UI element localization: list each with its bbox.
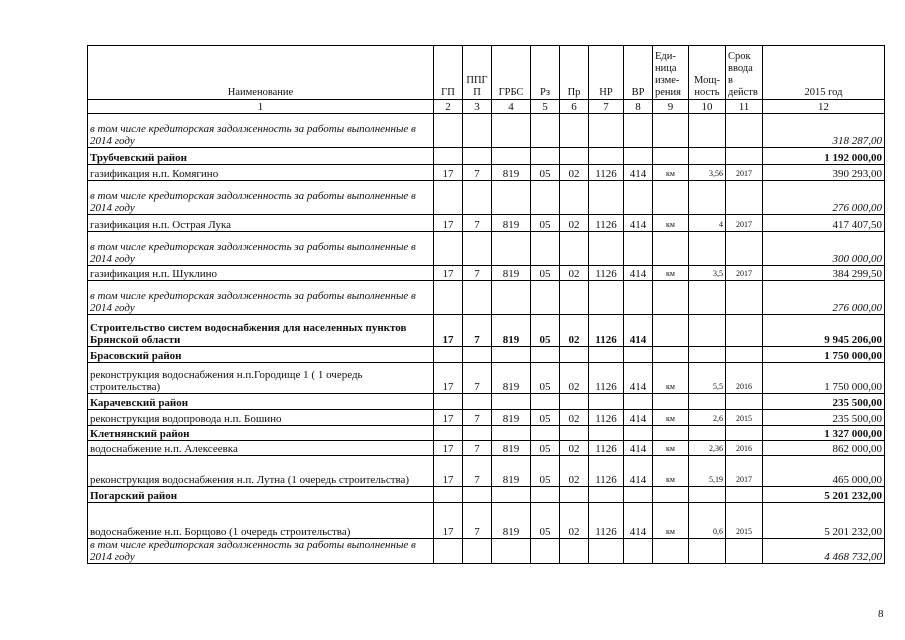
col-num: 3: [463, 100, 492, 114]
cell-amount: 465 000,00: [763, 456, 885, 487]
cell-power: [689, 114, 726, 148]
table-row-note: [88, 232, 885, 266]
row-name: в том числе кредиторская задолженность за работы выполненные в 2014 году: [88, 114, 434, 148]
cell-term: [726, 487, 763, 503]
cell-term: [726, 539, 763, 564]
cell-nr: [589, 181, 624, 215]
header-grbs: ГРБС: [492, 46, 531, 100]
table-row-note: [88, 281, 885, 315]
row-name: реконструкция водоснабжения н.п.Городище 1 ( 1 очередь строительства): [88, 363, 434, 394]
table-row-district: [88, 487, 885, 503]
cell-gp: [434, 181, 463, 215]
header-term: Срок ввода в действ: [726, 46, 763, 100]
cell-nr: 1126: [589, 456, 624, 487]
cell-ppgp: 7: [463, 456, 492, 487]
cell-nr: 1126: [589, 503, 624, 539]
cell-pr: [560, 394, 589, 410]
cell-grbs: 819: [492, 215, 531, 232]
header-gp: ГП: [434, 46, 463, 100]
cell-term: 2017: [726, 165, 763, 181]
page-number: 8: [878, 608, 884, 620]
cell-nr: 1126: [589, 363, 624, 394]
cell-nr: [589, 232, 624, 266]
cell-term: [726, 426, 763, 441]
cell-gp: 17: [434, 165, 463, 181]
cell-gp: 17: [434, 315, 463, 347]
header-unit: Еди- ница изме- рения: [653, 46, 689, 100]
cell-power: [689, 315, 726, 347]
cell-nr: [589, 487, 624, 503]
cell-unit: [653, 394, 689, 410]
cell-amount: 5 201 232,00: [763, 503, 885, 539]
cell-unit: км: [653, 165, 689, 181]
cell-amount: 235 500,00: [763, 410, 885, 426]
cell-rz: 05: [531, 315, 560, 347]
cell-vr: [624, 347, 653, 363]
cell-vr: [624, 281, 653, 315]
cell-term: 2015: [726, 503, 763, 539]
row-name: в том числе кредиторская задолженность за работы выполненные в 2014 году: [88, 181, 434, 215]
cell-nr: 1126: [589, 165, 624, 181]
cell-amount: 276 000,00: [763, 181, 885, 215]
col-num: 8: [624, 100, 653, 114]
cell-nr: [589, 114, 624, 148]
cell-vr: [624, 539, 653, 564]
cell-amount: 417 407,50: [763, 215, 885, 232]
cell-vr: 414: [624, 165, 653, 181]
table-row-section: [88, 315, 885, 347]
col-num: 12: [763, 100, 885, 114]
cell-gp: [434, 426, 463, 441]
cell-amount: 1 750 000,00: [763, 363, 885, 394]
cell-ppgp: 7: [463, 503, 492, 539]
cell-amount: 276 000,00: [763, 281, 885, 315]
cell-grbs: 819: [492, 266, 531, 281]
table-row-item: [88, 266, 885, 281]
cell-gp: [434, 394, 463, 410]
cell-unit: км: [653, 410, 689, 426]
row-name: Строительство систем водоснабжения для населенных пунктов Брянской области: [88, 315, 434, 347]
cell-rz: [531, 281, 560, 315]
cell-rz: 05: [531, 441, 560, 456]
cell-amount: 390 293,00: [763, 165, 885, 181]
cell-amount: 384 299,50: [763, 266, 885, 281]
cell-gp: [434, 539, 463, 564]
cell-term: 2017: [726, 456, 763, 487]
cell-ppgp: [463, 394, 492, 410]
cell-term: [726, 281, 763, 315]
header-pr: Пр: [560, 46, 589, 100]
col-num: 11: [726, 100, 763, 114]
cell-vr: [624, 148, 653, 165]
cell-power: 2,6: [689, 410, 726, 426]
table-row-item: [88, 215, 885, 232]
cell-ppgp: [463, 426, 492, 441]
cell-gp: 17: [434, 503, 463, 539]
header-rz: Рз: [531, 46, 560, 100]
table-row-note: [88, 181, 885, 215]
row-name: в том числе кредиторская задолженность за работы выполненные в 2014 году: [88, 539, 434, 564]
cell-ppgp: 7: [463, 441, 492, 456]
cell-ppgp: 7: [463, 363, 492, 394]
cell-gp: 17: [434, 363, 463, 394]
col-num: 7: [589, 100, 624, 114]
cell-nr: 1126: [589, 215, 624, 232]
cell-unit: [653, 426, 689, 441]
cell-gp: [434, 487, 463, 503]
table-row-district: [88, 426, 885, 441]
budget-table: [87, 45, 885, 564]
cell-amount: 235 500,00: [763, 394, 885, 410]
cell-ppgp: [463, 232, 492, 266]
cell-unit: [653, 114, 689, 148]
cell-grbs: 819: [492, 363, 531, 394]
header-nr: НР: [589, 46, 624, 100]
row-name: водоснабжение н.п. Алексеевка: [88, 441, 434, 456]
cell-gp: 17: [434, 266, 463, 281]
cell-grbs: 819: [492, 410, 531, 426]
cell-nr: [589, 394, 624, 410]
row-name: газификация н.п. Острая Лука: [88, 215, 434, 232]
row-name: в том числе кредиторская задолженность за работы выполненные в 2014 году: [88, 232, 434, 266]
cell-vr: 414: [624, 503, 653, 539]
cell-power: [689, 487, 726, 503]
cell-power: [689, 148, 726, 165]
table-row-item: [88, 363, 885, 394]
cell-power: [689, 347, 726, 363]
cell-pr: 02: [560, 215, 589, 232]
cell-nr: [589, 148, 624, 165]
cell-vr: [624, 487, 653, 503]
cell-pr: 02: [560, 363, 589, 394]
cell-vr: 414: [624, 410, 653, 426]
cell-pr: 02: [560, 441, 589, 456]
cell-rz: [531, 347, 560, 363]
table-row-note: [88, 539, 885, 564]
cell-power: 0,6: [689, 503, 726, 539]
cell-grbs: [492, 539, 531, 564]
cell-vr: 414: [624, 315, 653, 347]
cell-gp: [434, 114, 463, 148]
cell-power: 2,36: [689, 441, 726, 456]
cell-term: 2017: [726, 266, 763, 281]
cell-grbs: [492, 181, 531, 215]
cell-term: [726, 347, 763, 363]
cell-ppgp: [463, 114, 492, 148]
cell-term: 2016: [726, 441, 763, 456]
cell-term: [726, 232, 763, 266]
cell-nr: [589, 539, 624, 564]
cell-rz: [531, 539, 560, 564]
cell-unit: [653, 232, 689, 266]
cell-unit: [653, 315, 689, 347]
cell-nr: 1126: [589, 441, 624, 456]
cell-power: [689, 394, 726, 410]
cell-ppgp: 7: [463, 215, 492, 232]
cell-amount: 5 201 232,00: [763, 487, 885, 503]
cell-rz: [531, 148, 560, 165]
cell-rz: 05: [531, 456, 560, 487]
col-num: 5: [531, 100, 560, 114]
cell-grbs: [492, 426, 531, 441]
row-name: Трубчевский район: [88, 148, 434, 165]
table-row-district: [88, 347, 885, 363]
cell-term: 2016: [726, 363, 763, 394]
cell-unit: [653, 347, 689, 363]
cell-pr: [560, 148, 589, 165]
row-name: Клетнянский район: [88, 426, 434, 441]
cell-vr: [624, 232, 653, 266]
cell-pr: [560, 347, 589, 363]
cell-vr: 414: [624, 441, 653, 456]
cell-power: 3,5: [689, 266, 726, 281]
cell-vr: 414: [624, 363, 653, 394]
cell-rz: 05: [531, 503, 560, 539]
cell-grbs: [492, 148, 531, 165]
cell-pr: [560, 114, 589, 148]
cell-ppgp: [463, 487, 492, 503]
cell-vr: 414: [624, 266, 653, 281]
cell-unit: км: [653, 266, 689, 281]
row-name: Карачевский район: [88, 394, 434, 410]
header-name: Наименование: [88, 46, 434, 100]
col-num: 6: [560, 100, 589, 114]
cell-rz: [531, 232, 560, 266]
cell-amount: 9 945 206,00: [763, 315, 885, 347]
header-year: 2015 год: [763, 46, 885, 100]
cell-unit: [653, 487, 689, 503]
table-row-item: [88, 410, 885, 426]
cell-rz: 05: [531, 363, 560, 394]
cell-grbs: 819: [492, 165, 531, 181]
cell-pr: [560, 539, 589, 564]
table-row-district: [88, 394, 885, 410]
cell-rz: [531, 426, 560, 441]
cell-pr: 02: [560, 410, 589, 426]
cell-pr: 02: [560, 315, 589, 347]
cell-pr: 02: [560, 456, 589, 487]
cell-gp: [434, 232, 463, 266]
cell-power: [689, 181, 726, 215]
row-name: газификация н.п. Комягино: [88, 165, 434, 181]
col-num: 2: [434, 100, 463, 114]
row-name: водоснабжение н.п. Борщово (1 очередь строительства): [88, 503, 434, 539]
cell-grbs: 819: [492, 503, 531, 539]
cell-power: [689, 426, 726, 441]
cell-grbs: 819: [492, 315, 531, 347]
cell-amount: 318 287,00: [763, 114, 885, 148]
cell-rz: 05: [531, 266, 560, 281]
cell-amount: 1 750 000,00: [763, 347, 885, 363]
cell-vr: [624, 181, 653, 215]
cell-gp: 17: [434, 215, 463, 232]
col-num: 9: [653, 100, 689, 114]
cell-pr: [560, 487, 589, 503]
cell-grbs: [492, 232, 531, 266]
cell-term: [726, 394, 763, 410]
cell-power: 5,5: [689, 363, 726, 394]
cell-power: 5,19: [689, 456, 726, 487]
cell-rz: [531, 487, 560, 503]
row-name: реконструкция водоснабжения н.п. Лутна (1 очередь строительства): [88, 456, 434, 487]
table-row-note: [88, 114, 885, 148]
cell-pr: [560, 426, 589, 441]
cell-gp: 17: [434, 441, 463, 456]
cell-pr: [560, 281, 589, 315]
row-name: в том числе кредиторская задолженность за работы выполненные в 2014 году: [88, 281, 434, 315]
cell-unit: [653, 281, 689, 315]
cell-amount: 300 000,00: [763, 232, 885, 266]
row-name: Погарский район: [88, 487, 434, 503]
cell-term: [726, 315, 763, 347]
header-row: [88, 46, 885, 100]
cell-amount: 4 468 732,00: [763, 539, 885, 564]
cell-rz: 05: [531, 215, 560, 232]
col-num: 4: [492, 100, 531, 114]
cell-nr: 1126: [589, 410, 624, 426]
cell-nr: [589, 426, 624, 441]
cell-unit: км: [653, 441, 689, 456]
cell-ppgp: 7: [463, 410, 492, 426]
cell-grbs: [492, 487, 531, 503]
cell-term: 2017: [726, 215, 763, 232]
header-ppgp: ППГ П: [463, 46, 492, 100]
row-name: реконструкция водопровода н.п. Бошино: [88, 410, 434, 426]
row-name: Брасовский район: [88, 347, 434, 363]
cell-ppgp: [463, 281, 492, 315]
cell-grbs: [492, 114, 531, 148]
cell-vr: 414: [624, 215, 653, 232]
cell-amount: 1 327 000,00: [763, 426, 885, 441]
cell-vr: [624, 114, 653, 148]
cell-grbs: 819: [492, 456, 531, 487]
cell-vr: [624, 394, 653, 410]
cell-nr: 1126: [589, 315, 624, 347]
cell-rz: [531, 114, 560, 148]
table-row-item: [88, 441, 885, 456]
cell-nr: [589, 347, 624, 363]
cell-grbs: 819: [492, 441, 531, 456]
cell-amount: 1 192 000,00: [763, 148, 885, 165]
row-name: газификация н.п. Шуклино: [88, 266, 434, 281]
table-row-item: [88, 456, 885, 487]
cell-gp: [434, 148, 463, 165]
cell-pr: 02: [560, 503, 589, 539]
cell-nr: [589, 281, 624, 315]
cell-unit: [653, 539, 689, 564]
table-row-item: [88, 503, 885, 539]
cell-unit: [653, 181, 689, 215]
header-power: Мощ- ность: [689, 46, 726, 100]
cell-rz: [531, 181, 560, 215]
cell-gp: [434, 281, 463, 315]
cell-term: [726, 114, 763, 148]
cell-ppgp: 7: [463, 266, 492, 281]
table-row-district: [88, 148, 885, 165]
cell-rz: [531, 394, 560, 410]
cell-pr: [560, 181, 589, 215]
cell-vr: [624, 426, 653, 441]
cell-term: [726, 148, 763, 165]
col-num: 10: [689, 100, 726, 114]
cell-ppgp: 7: [463, 165, 492, 181]
cell-ppgp: [463, 181, 492, 215]
cell-unit: км: [653, 503, 689, 539]
cell-gp: 17: [434, 410, 463, 426]
cell-power: 4: [689, 215, 726, 232]
cell-pr: 02: [560, 266, 589, 281]
cell-ppgp: 7: [463, 315, 492, 347]
cell-term: [726, 181, 763, 215]
cell-unit: км: [653, 456, 689, 487]
cell-grbs: [492, 347, 531, 363]
cell-pr: [560, 232, 589, 266]
cell-grbs: [492, 281, 531, 315]
cell-rz: 05: [531, 165, 560, 181]
header-vr: ВР: [624, 46, 653, 100]
col-num: 1: [88, 100, 434, 114]
cell-unit: км: [653, 215, 689, 232]
cell-term: 2015: [726, 410, 763, 426]
cell-gp: 17: [434, 456, 463, 487]
cell-ppgp: [463, 148, 492, 165]
cell-gp: [434, 347, 463, 363]
table-row-item: [88, 165, 885, 181]
cell-power: [689, 539, 726, 564]
cell-ppgp: [463, 347, 492, 363]
cell-ppgp: [463, 539, 492, 564]
cell-power: [689, 232, 726, 266]
cell-amount: 862 000,00: [763, 441, 885, 456]
cell-pr: 02: [560, 165, 589, 181]
cell-vr: 414: [624, 456, 653, 487]
column-number-row: [88, 100, 885, 114]
cell-power: [689, 281, 726, 315]
cell-unit: [653, 148, 689, 165]
cell-unit: км: [653, 363, 689, 394]
cell-grbs: [492, 394, 531, 410]
cell-nr: 1126: [589, 266, 624, 281]
cell-power: 3,56: [689, 165, 726, 181]
cell-rz: 05: [531, 410, 560, 426]
